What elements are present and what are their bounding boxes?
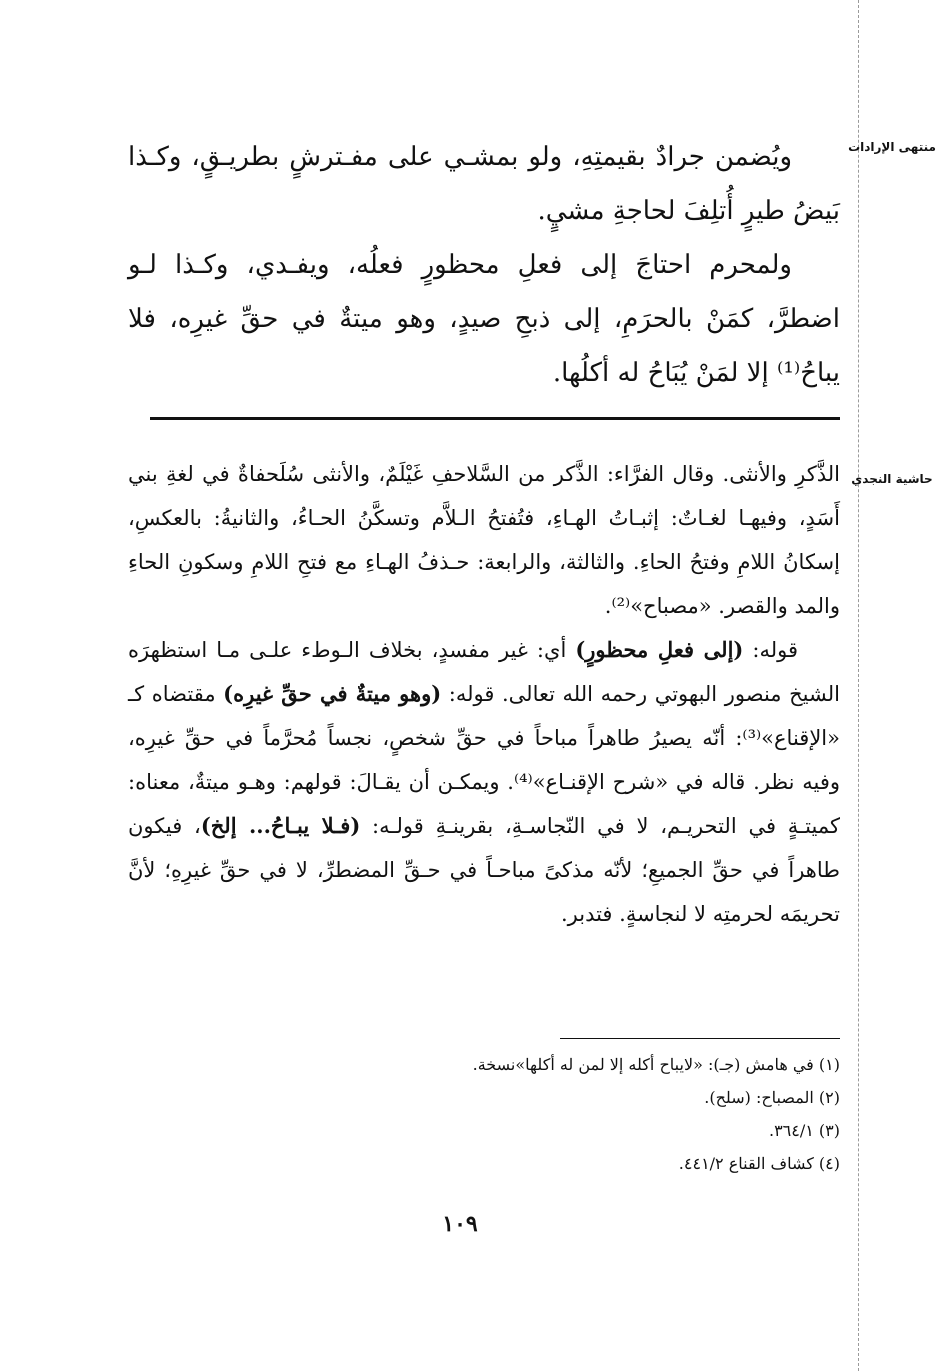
- hashiya-paragraph-1: الذَّكرِ والأنثى. وقال الفرَّاء: الذَّكر من السَّلاحفِ غَيْلَمٌ، والأنثى سُلَحفاةٌ في لغةِ بني أَسَدٍ، وفيهـا لغـاتٌ: إثبـاتُ الهـاءِ، فتُفتحُ الـلاَّم وتسكَّنُ الحـاءُ، والثانيةُ: بالعكسِ، إسكانُ اللامِ وفتحُ الحاءِ. والثالثة، والرابعة: حـذفُ الهـاءِ مع فتحِ اللامِ وسكونِ الحاءِ والمد والقصر. «مصباح»⁽²⁾.: [128, 462, 840, 618]
- footnotes: [200, 1048, 840, 1180]
- footnote-2: (٢) المصباح: (سلح).: [704, 1088, 840, 1107]
- matn-paragraph-2: ولمحرم احتاجَ إلى فعلِ محظورٍ فعلُه، ويفـدي، وكـذا لـو اضطرَّ، كمَنْ بالحرَمِ، إلى ذبحِ صيدٍ، وهو ميتةٌ في حقِّ غيرِه، فلا يباحُ⁽¹⁾ إلا لمَنْ يُبَاحُ له أكلُها.: [128, 250, 840, 388]
- quote-2: (وهو ميتةٌ في حقِّ غيرِه): [223, 681, 442, 706]
- quote-1: (إلى فعلِ محظورٍ): [575, 637, 744, 662]
- section-divider: [150, 417, 840, 420]
- side-label-hashiya: حاشية النجدي: [851, 472, 933, 486]
- footnote-divider: [560, 1038, 840, 1039]
- page-number: ١٠٩: [442, 1211, 478, 1237]
- footnote-3: (٣) ٣٦٤/١.: [768, 1121, 840, 1140]
- matn-text: [128, 130, 840, 400]
- hashiya-text: [128, 452, 840, 936]
- hashiya-part-a: أي: غير مفسدٍ، بخلاف الـوطء علـى مـا استظهرَه الشيخ منصور البهوتي رحمه الله تعالى. قوله:: [128, 638, 840, 706]
- hashiya-paragraph-2: [128, 628, 840, 936]
- hashiya-intro: قوله:: [743, 638, 798, 662]
- margin-divider: [858, 0, 859, 1371]
- hashiya-part-c: ، فيكون طاهراً في حقِّ الجميعِ؛ لأنّه مذكىً مباحـاً في حـقِّ المضطرِّ، لا في حقِّ غيرِهِ؛ لأنَّ تحريمَه لحرمتِه لا لنجاسةٍ. فتدبر.: [128, 814, 840, 926]
- footnote-4: (٤) كشاف القناع ٤٤١/٢.: [678, 1154, 840, 1173]
- quote-3: (فـلا يبـاحُ... إلخ): [200, 813, 361, 838]
- footnote-1: (١) في هامش (جـ): «لايباح أكله إلا لمن له أكلها»نسخة.: [472, 1055, 840, 1074]
- side-label-matn: منتهى الإرادات: [848, 140, 936, 154]
- hashiya-part-b: مقتضاه كـ «الإقناع»⁽³⁾: أنّه يصيرُ طاهراً مباحاً في حقِّ شخصٍ، نجساً مُحرَّماً في حقِّ غيرِه، وفيه نظر. قاله في «شرح الإقنـاع»⁽⁴⁾. ويمكـن أن يقـالَ: قولهم: وهـو ميتةٌ، معناه: كميتـةٍ في التحريـم، لا في النّجاسـةِ، بقرينـةِ قولـه:: [128, 682, 841, 838]
- matn-paragraph-1: ويُضمن جرادٌ بقيمتِهِ، ولو بمشـي على مفـترشٍ بطريـقٍ، وكـذا بَيضُ طيرٍ أُتلِفَ لحاجةِ مشيٍ.: [128, 142, 840, 226]
